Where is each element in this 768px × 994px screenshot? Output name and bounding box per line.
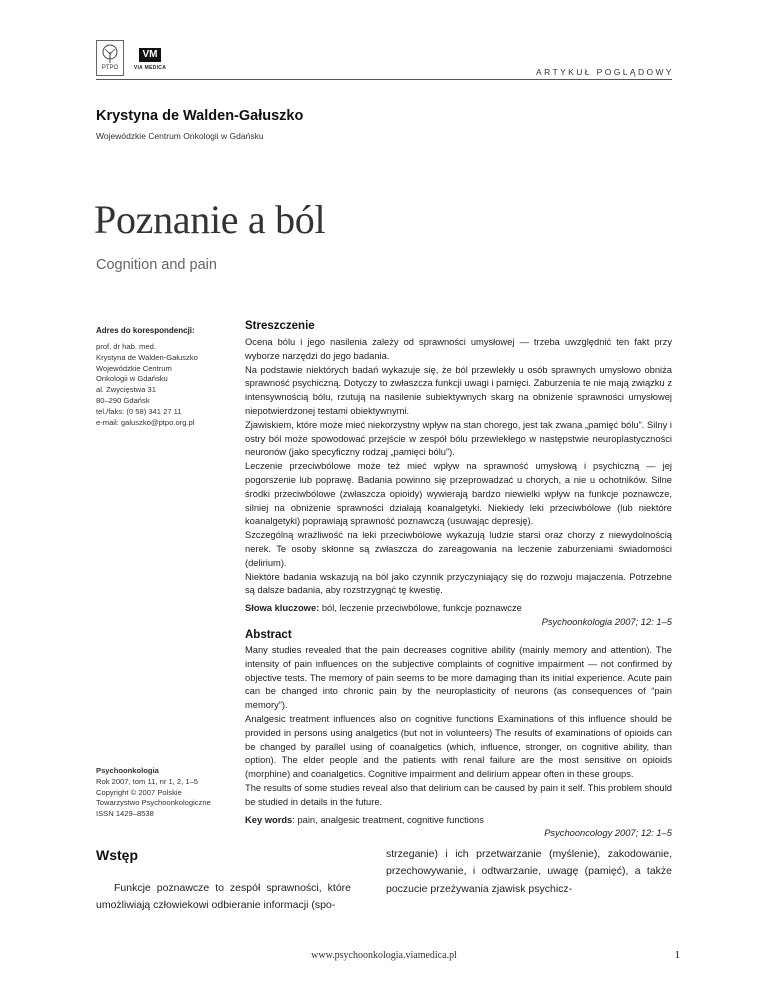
abstract-citation: Psychooncology 2007; 12: 1–5 (544, 828, 672, 839)
corr-line: Krystyna de Walden-Gałuszko (96, 352, 198, 362)
streszczenie-section (245, 320, 672, 630)
footer-url[interactable]: www.psychoonkologia.viamedica.pl (311, 950, 457, 961)
ptpo-logo-text: PTPO (101, 65, 119, 71)
journal-name: Psychoonkologia (96, 766, 159, 775)
page-number: 1 (674, 949, 680, 961)
streszczenie-paragraph: Zjawiskiem, które może mieć niekorzystny wpływ na stan chorego, jest tak zwana „pamięć bólu”. Silny i ostry ból może spowodować przejście w zespół bólu przewlekłego w następstwie neuroplastyczności neuronów (jako specyficzny rodzaj „pamięci bólu”). (245, 419, 672, 458)
abstract-heading: Abstract (245, 629, 292, 641)
streszczenie-keywords (245, 602, 672, 616)
author-name: Krystyna de Walden-Gałuszko (96, 108, 304, 124)
corr-line: Wojewódzkie Centrum (96, 363, 172, 373)
journal-info-line: Copyright © 2007 Polskie (96, 787, 182, 797)
streszczenie-paragraph: Ocena bólu i jego nasilenia zależy od sprawności umysłowej — trzeba uwzględnić ten fakt przy wyborze narzędzi do jego badania. (245, 337, 672, 361)
keywords-label: Key words (245, 814, 293, 825)
section-label: ARTYKUŁ POGLĄDOWY (536, 67, 674, 77)
streszczenie-paragraph: Niektóre badania wskazują na ból jako czynnik przyczyniający się do rozwoju majaczenia. Potrzebne są dalsze badania, aby rozstrzygnąć tę kwestię. (245, 571, 672, 596)
correspondence-heading: Adres do korespondencji: (96, 326, 195, 335)
streszczenie-citation: Psychoonkologia 2007; 12: 1–5 (541, 616, 672, 627)
intro-text-right: strzeganie) i ich przetwarzanie (myślenie), zakodowanie, przechowywanie, i odtwarzanie, uwagę (pamięć), a także poczucie przeżywania zjawisk psychicz- (386, 848, 672, 895)
abstract-paragraph: Many studies revealed that the pain decreases cognitive ability (mainly memory and attention). The intensity of pain influences on the subjective complaints of cognitive impairment — not confirmed by objective tests. The memory of pain seems to be more damaging than its initial experience. Acute pain can be changed into chronic pain by the neuroplasticity of neurons (as consequences of “pain memory”). (245, 645, 672, 711)
streszczenie-body (245, 336, 672, 598)
keywords-text: : pain, analgesic treatment, cognitive functions (292, 814, 484, 825)
journal-info (96, 766, 241, 820)
intro-text-left: Funkcje poznawcze to zespół sprawności, które umożliwiają człowiekowi odbieranie informacji (spo- (96, 882, 351, 912)
corr-line: Onkologii w Gdańsku (96, 374, 168, 384)
keywords-label: Słowa kluczowe: (245, 603, 320, 614)
streszczenie-paragraph: Szczególną wrażliwość na leki przeciwbólowe wykazują ludzie starsi oraz chorzy z niewydolnością nerek. Te osoby skłonne są zwłaszcza do zareagowania na leczenie zaburzeniami świadomości (delirium). (245, 530, 672, 568)
streszczenie-paragraph: Leczenie przeciwbólowe może też mieć wpływ na sprawność umysłową i psychiczną — jej pogorszenie lub poprawę. Badania powinno się przeprowadzać u chorych, a nie u ochotników. Silne środki przeciwbólowe (zwłaszcza opioidy) wywierają bardzo niewielki wpływ na funkcje poznawcze, silniej na obniżenie sprawności działają koanalgetyki. Niekiedy leki przeciwbólowe (lub niektóre koanalgetyki) poprawiają sprawność poznawczą (usuwając depresję). (245, 461, 672, 527)
keywords-text: ból, leczenie przeciwbólowe, funkcje poznawcze (321, 603, 522, 614)
corr-line: al. Zwycięstwa 31 (96, 385, 156, 395)
abstract-paragraph: The results of some studies reveal also that delirium can be caused by pain it self. This problem should be studied in details in the future. (245, 782, 672, 807)
publisher-name: VIA MEDICA (133, 65, 167, 71)
vm-mark: VM (139, 48, 161, 62)
author-affiliation: Wojewódzkie Centrum Onkologii w Gdańsku (96, 131, 264, 141)
journal-info-line: Towarzystwo Psychoonkologiczne (96, 798, 211, 808)
abstract-body (245, 644, 672, 810)
abstract-section (245, 629, 672, 841)
article-subtitle: Cognition and pain (96, 257, 217, 273)
correspondence-address (96, 342, 236, 428)
corr-line: prof. dr hab. med. (96, 342, 156, 351)
abstract-keywords (245, 814, 672, 828)
streszczenie-heading: Streszczenie (245, 320, 315, 332)
journal-info-line: ISSN 1429–8538 (96, 809, 154, 819)
via-medica-logo (128, 48, 172, 76)
streszczenie-paragraph: Na podstawie niektórych badań wykazuje się, że ból przewlekły u osób sprawnych umysłowo obniża sprawność psychiczną. Dotyczy to zwłaszcza funkcji uwagi i pamięci. Zaburzenia te nie mają związku z intensywnością bólu, rzutują na nasilenie subiektywnych skarg na obniżenie sprawności umysłowej niepotwierdzonej testami obiektywnymi. (245, 364, 672, 416)
corr-line: tel./faks: (0 58) 341 27 11 (96, 406, 182, 416)
article-title: Poznanie a ból (94, 197, 326, 242)
journal-info-line: Rok 2007, tom 11, nr 1, 2, 1–5 (96, 776, 199, 786)
ptpo-logo (96, 40, 124, 76)
corr-line: 80–290 Gdańsk (96, 395, 150, 405)
intro-heading: Wstęp (96, 847, 138, 863)
abstract-paragraph: Analgesic treatment influences also on cognitive functions Examinations of this influence should be provided in persons using analgetics (but not in volunteers) The results of examinations of opioids can be changed by parallel using of coanalgetics (which, influence, stronger, on cognitive ability, than option). The elder people and the patients with renal failure are the most sensitive on opioids (morphine) and coanalgetics. Cognitive impairment and delirium appear often in these groups. (245, 713, 672, 780)
header-rule (96, 79, 672, 80)
corr-email[interactable]: e-mail: galuszko@ptpo.org.pl (96, 417, 195, 427)
